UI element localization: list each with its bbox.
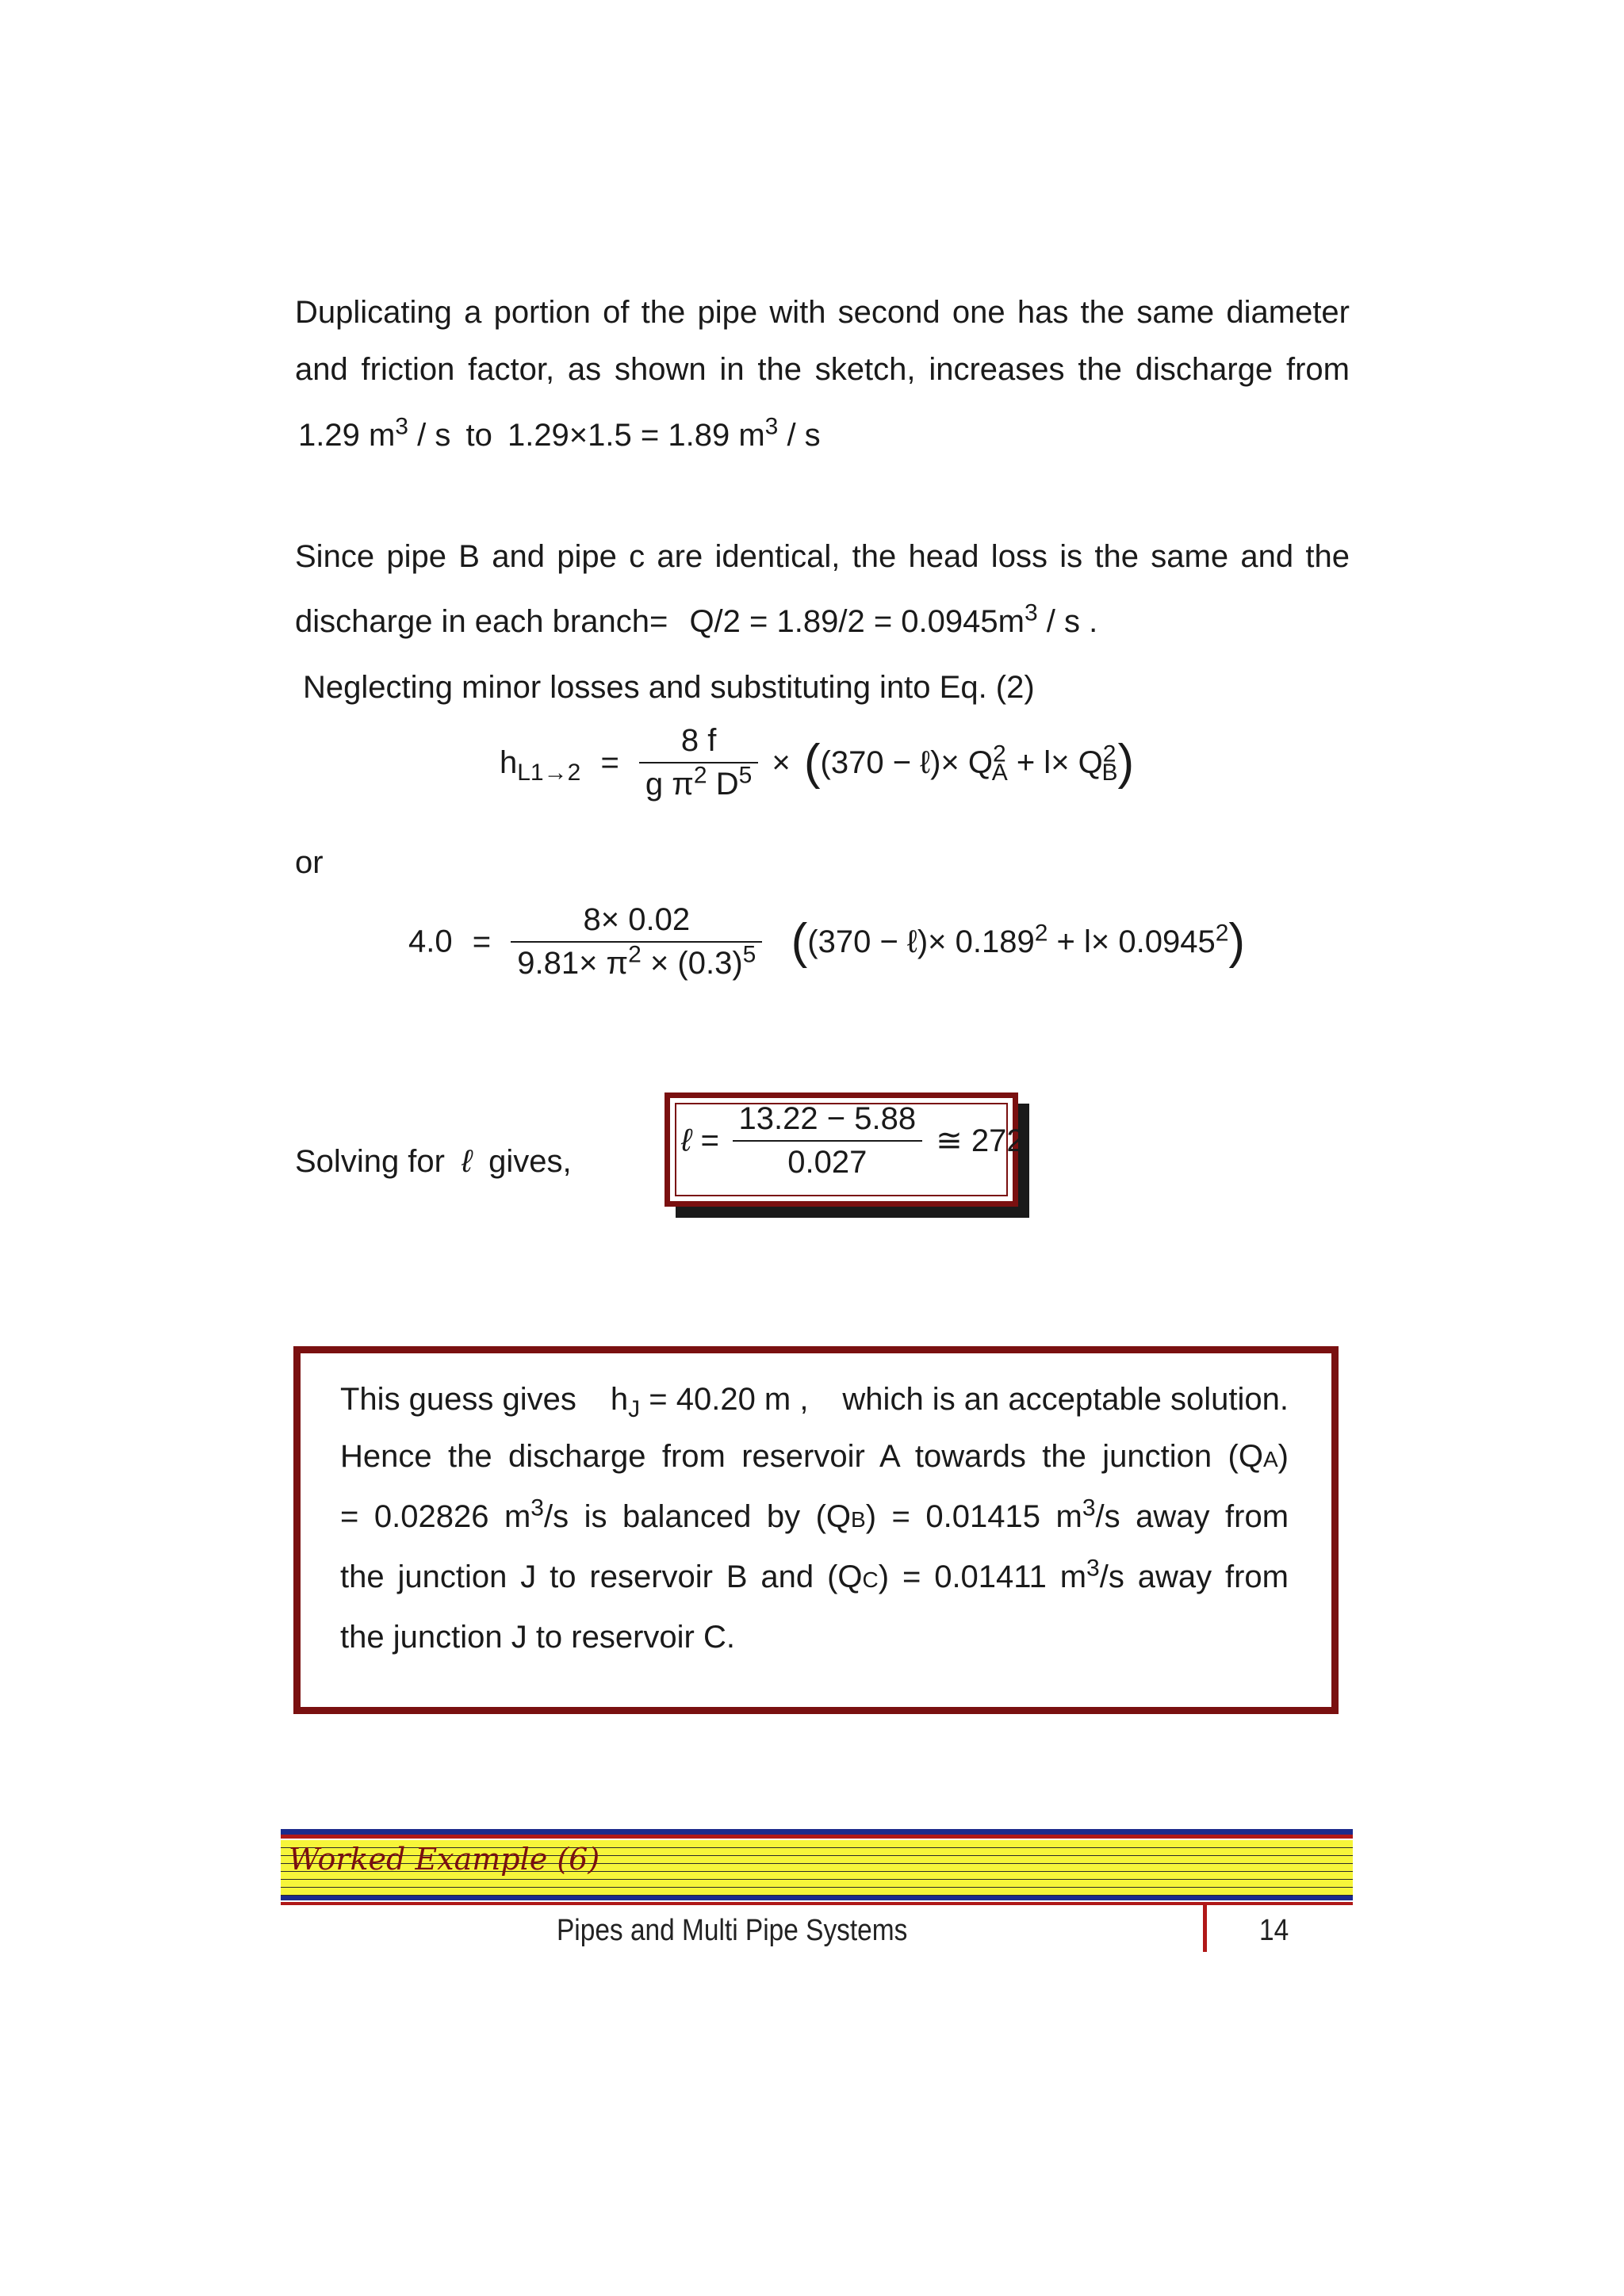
paragraph-1-line-2: and friction factor, as shown in the sketch, increases the discharge from [295,352,1350,387]
numeric-equation: 4.0 = $\frac{8\times 0.02}{9.81\times \pi^2 \times (0.3)^5}$ ((370 − ℓ)× $0.189^2 + l\times 0.0945^2$) [408,902,1246,981]
paragraph-2-line-1: Since pipe B and pipe c are identical, the head loss is the same and the [295,539,1350,574]
solving-label: Solving for ℓ gives, [295,1144,572,1179]
eq1-lhs: $h_{L1\to 2}$ [500,744,581,786]
eq2-fraction: $\frac{8\times 0.02}{9.81\times \pi^2 \times (0.3)^5}$ [511,902,762,982]
paragraph-3: Neglecting minor losses and substituting into Eq. (2) [303,670,1035,705]
length-result: ℓ = $\frac{13.22 - 5.88}{0.027}$ ≅ 272 [681,1101,1025,1180]
paragraph-1-line-1: Duplicating a portion of the pipe with second one has the same diameter [295,295,1350,330]
conclusion-box [293,1346,1339,1714]
footer-title: Pipes and Multi Pipe Systems [557,1914,908,1947]
head-loss-equation: $h_{L1\to 2}$ = $\frac{8 f}{g \pi^2 D^5}$ × ((370 − ℓ)× $Q^2_A + l\times Q^2_B$) [500,723,1135,802]
conclusion-text: This guess gives $h_J = 40.20$ m , which is an acceptable solution. Hence the discharge from reservoir A towards the junction (QA) = 0.02826 $m^3/s$ is balanced by (QB) = 0.01415 $m^3/s$ away from the junction J to reservoir B and (QC) = 0.01411 $m^3/s$ away from the junction J to reservoir C. [340,1382,1289,1655]
worked-example-banner [281,1829,1353,1910]
or-word: or [295,845,324,880]
discharge-increase-formula: 1.29 $m^3$ / s to 1.29×1.5 = 1.89 $m^3$ / s [298,413,821,453]
eq1-fraction: $\frac{8 f}{g \pi^2 D^5}$ [639,723,758,802]
worked-example-label: Worked Example (6) [289,1842,600,1877]
page-number: 14 [1259,1914,1289,1947]
paragraph-2-line-2: discharge in each branch= $Q/2 = 1.89/2 = 0.0945m^3 / s$ . [295,599,1098,639]
footer-divider [1203,1903,1207,1952]
result-box [665,1093,1025,1207]
